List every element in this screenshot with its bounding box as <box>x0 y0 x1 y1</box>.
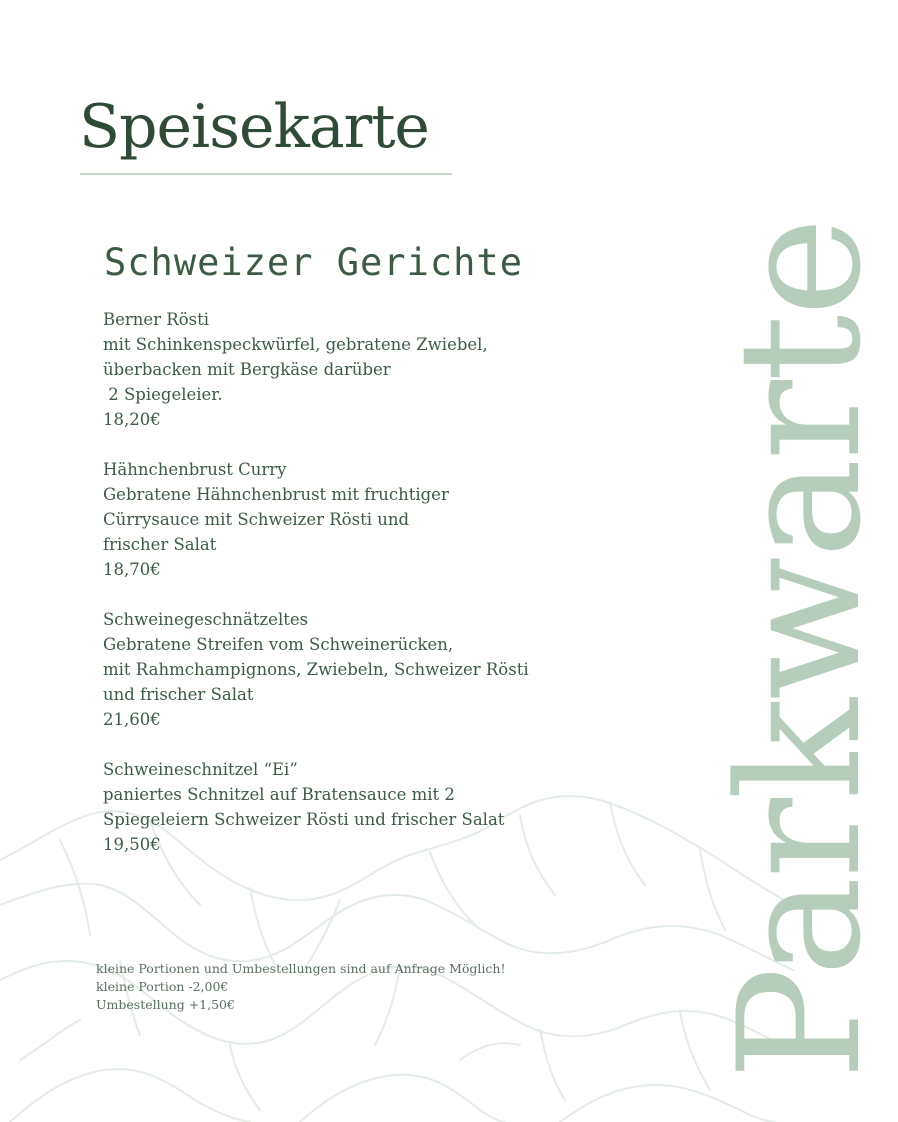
dish-item <box>103 757 603 857</box>
dish-description-line: 2 Spiegeleier. <box>103 385 223 404</box>
dish-description-line: Cürrysauce mit Schweizer Rösti und <box>103 510 410 529</box>
dish-price: 19,50€ <box>103 835 161 854</box>
dish-item <box>103 607 603 732</box>
note-portions: kleine Portionen und Umbestellungen sind auf Anfrage Möglich! <box>96 961 506 976</box>
dish-item <box>103 307 603 432</box>
dish-description-line: Gebratene Hähnchenbrust mit fruchtiger <box>103 485 449 504</box>
dish-description-line: paniertes Schnitzel auf Bratensauce mit 2 <box>103 785 455 804</box>
brand-side-word: Parkwarte <box>702 219 898 1080</box>
dish-description-line: Gebratene Streifen vom Schweinerücken, <box>103 635 454 654</box>
dish-name: Schweineschnitzel “Ei” <box>103 760 298 779</box>
dish-description-line: frischer Salat <box>103 535 217 554</box>
dish-price: 21,60€ <box>103 710 161 729</box>
dish-description-line: mit Rahmchampignons, Zwiebeln, Schweizer Rösti <box>103 660 529 679</box>
dish-list <box>103 307 603 882</box>
page-title: Speisekarte <box>79 92 429 162</box>
dish-description-line: und frischer Salat <box>103 685 254 704</box>
dish-name: Hähnchenbrust Curry <box>103 460 287 479</box>
note-small-portion-price: kleine Portion -2,00€ <box>96 979 229 994</box>
dish-description-line: überbacken mit Bergkäse darüber <box>103 360 391 379</box>
dish-price: 18,70€ <box>103 560 161 579</box>
dish-name: Berner Rösti <box>103 310 210 329</box>
dish-name: Schweinegeschnätzeltes <box>103 610 309 629</box>
dish-price: 18,20€ <box>103 410 161 429</box>
note-change-order-price: Umbestellung +1,50€ <box>96 997 235 1012</box>
dish-description-line: mit Schinkenspeckwürfel, gebratene Zwiebel, <box>103 335 488 354</box>
dish-description-line: Spiegeleiern Schweizer Rösti und frischer Salat <box>103 810 505 829</box>
title-divider <box>80 173 452 175</box>
section-title: Schweizer Gerichte <box>104 241 523 284</box>
menu-notes <box>96 960 505 1014</box>
dish-item <box>103 457 603 582</box>
